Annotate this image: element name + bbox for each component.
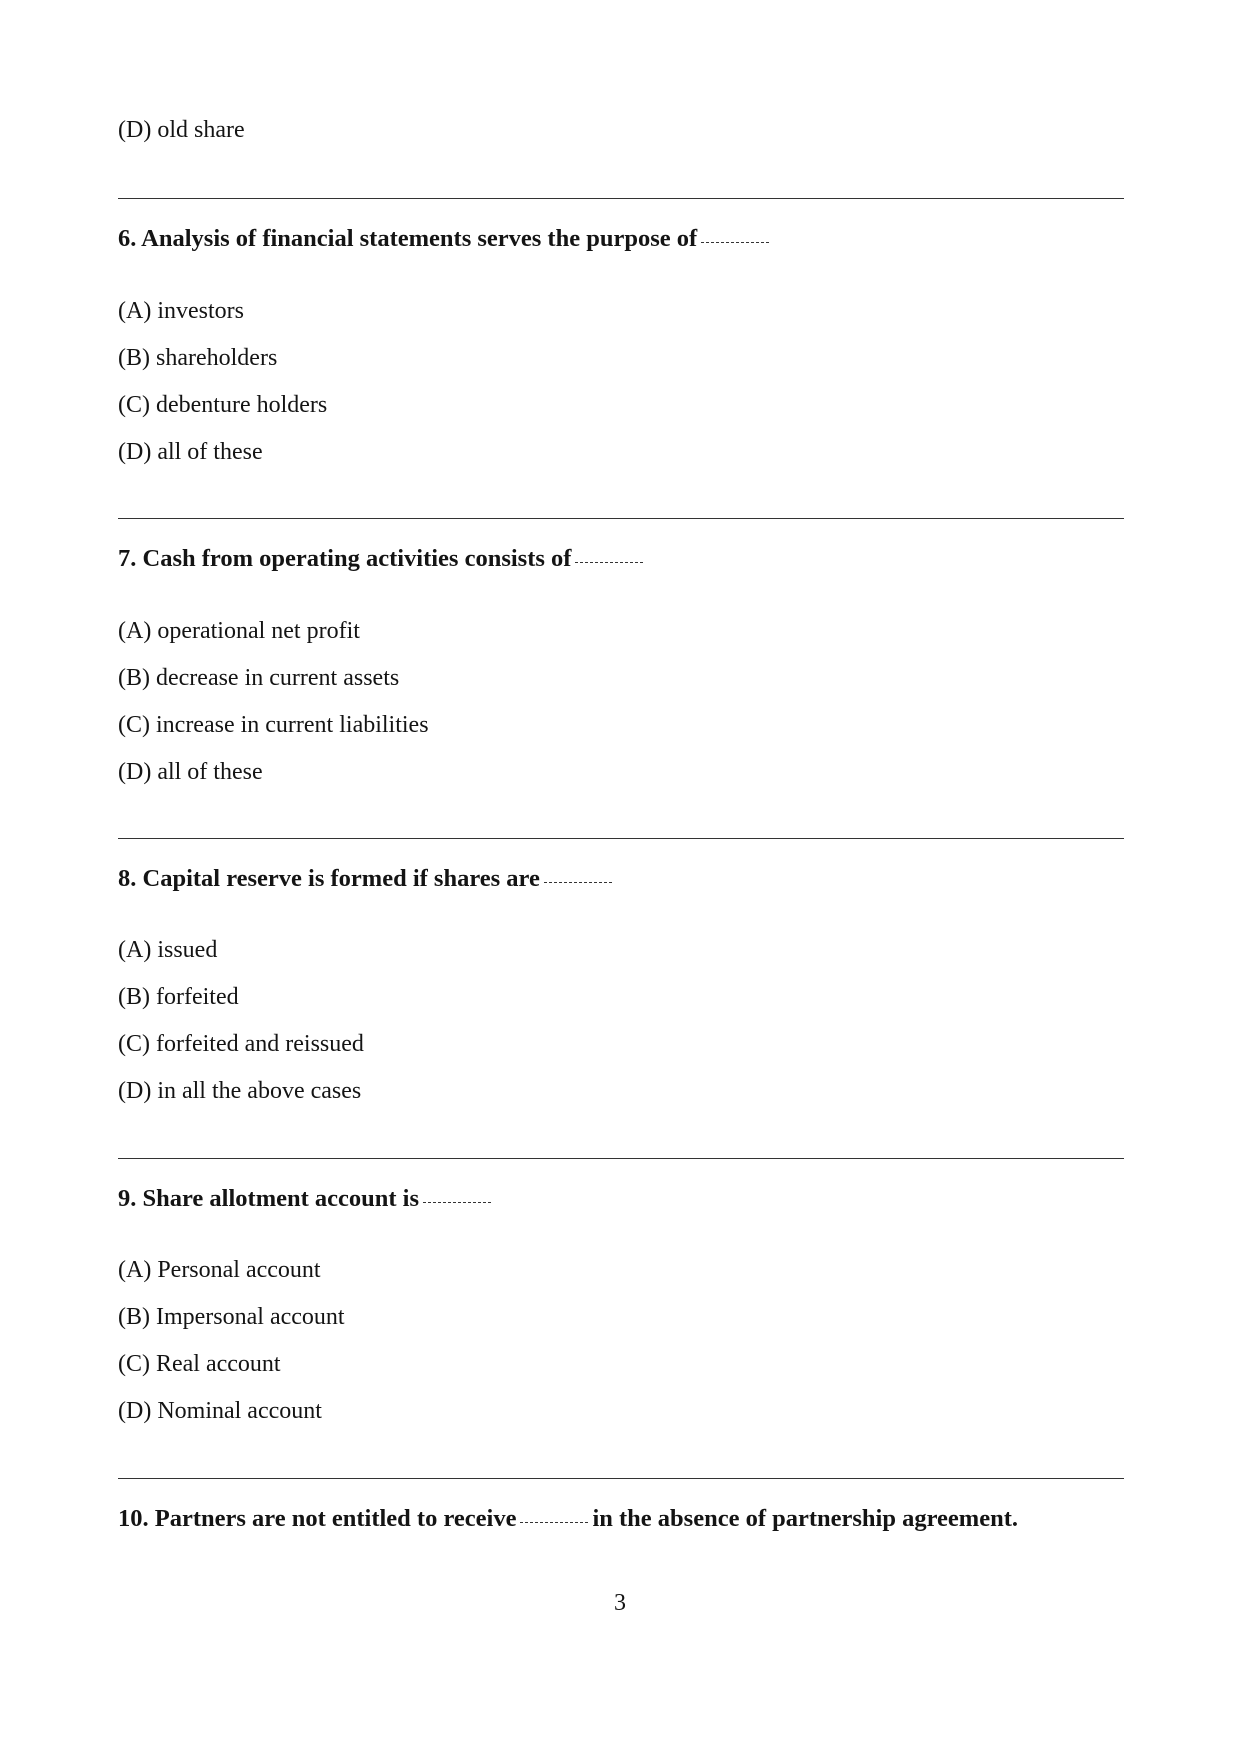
question-6-option-d: (D) all of these xyxy=(118,439,263,465)
question-6-option-a: (A) investors xyxy=(118,298,244,324)
question-text: Share allotment account is xyxy=(142,1185,420,1212)
question-7-title xyxy=(118,544,647,574)
question-text: Analysis of financial statements serves the purpose of xyxy=(141,225,698,252)
question-divider xyxy=(118,198,1124,199)
question-8-option-d: (D) in all the above cases xyxy=(118,1078,362,1104)
question-text: Cash from operating activities consists of xyxy=(142,545,572,572)
question-9-option-a: (A) Personal account xyxy=(118,1257,321,1283)
question-divider xyxy=(118,518,1124,519)
answer-blank xyxy=(423,1202,491,1203)
question-divider xyxy=(118,1158,1124,1159)
question-divider xyxy=(118,838,1124,839)
question-9-option-c: (C) Real account xyxy=(118,1351,281,1377)
answer-blank xyxy=(544,882,612,883)
question-number: 10. xyxy=(118,1505,149,1532)
question-9-option-d: (D) Nominal account xyxy=(118,1398,322,1424)
question-number: 9. xyxy=(118,1185,137,1212)
question-6-option-b: (B) shareholders xyxy=(118,345,278,371)
question-7-option-a: (A) operational net profit xyxy=(118,618,360,644)
question-7-option-c: (C) increase in current liabilities xyxy=(118,712,429,738)
question-10-title xyxy=(118,1504,1018,1534)
question-9-option-b: (B) Impersonal account xyxy=(118,1304,345,1330)
answer-blank xyxy=(701,242,769,243)
question-6-title xyxy=(118,224,773,254)
question-7-option-b: (B) decrease in current assets xyxy=(118,665,400,691)
question-8-option-c: (C) forfeited and reissued xyxy=(118,1031,364,1057)
question-9-title xyxy=(118,1184,495,1214)
question-8-option-b: (B) forfeited xyxy=(118,984,239,1010)
question-8-option-a: (A) issued xyxy=(118,937,218,963)
question-text: Capital reserve is formed if shares are xyxy=(142,865,540,892)
question-7-option-d: (D) all of these xyxy=(118,759,263,785)
answer-blank xyxy=(520,1522,588,1523)
question-number: 6. xyxy=(118,225,137,252)
page-number: 3 xyxy=(614,1590,626,1616)
question-number: 7. xyxy=(118,545,137,572)
answer-blank xyxy=(575,562,643,563)
question-8-title xyxy=(118,864,616,894)
question-text-before: Partners are not entitled to receive xyxy=(154,1505,517,1532)
question-divider xyxy=(118,1478,1124,1479)
question-6-option-c: (C) debenture holders xyxy=(118,392,328,418)
question-number: 8. xyxy=(118,865,137,892)
carryover-option-d: (D) old share xyxy=(118,117,245,143)
question-text-after: in the absence of partnership agreement. xyxy=(592,1505,1018,1532)
